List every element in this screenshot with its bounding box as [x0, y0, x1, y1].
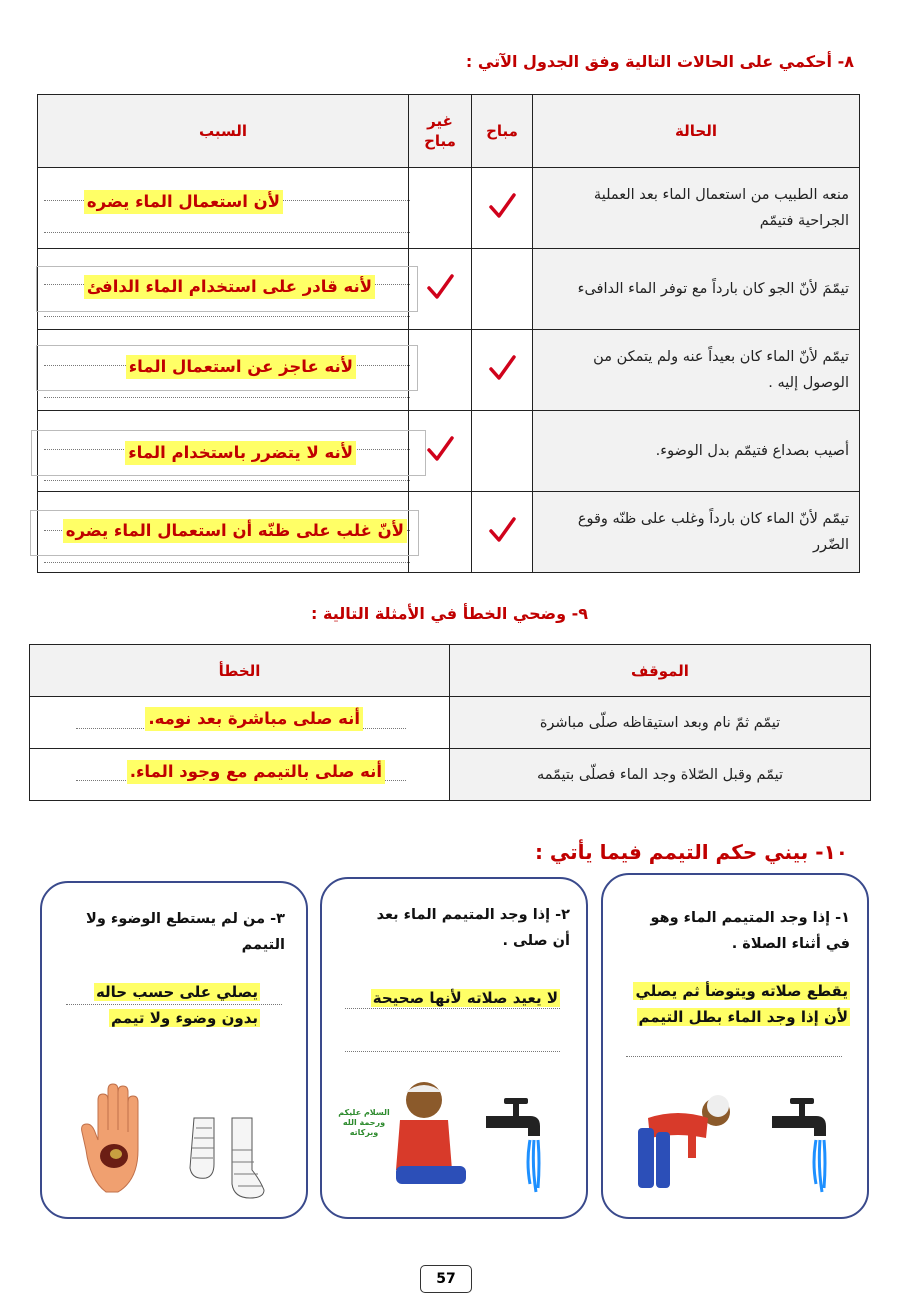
q8-case: منعه الطبيب من استعمال الماء بعد العملية الجراحية فتيمّم: [533, 168, 860, 249]
question-line: أن صلى .: [502, 933, 570, 949]
sitting-person-icon: [392, 1078, 470, 1196]
question-line: ٣- من لم يستطع الوضوء ولا: [86, 911, 285, 927]
q8-case: تيمّمَ لأنّ الجو كان بارداً مع توفر الماء الدافىء: [533, 249, 860, 330]
answer-line: يصلي على حسب حاله: [95, 983, 258, 1001]
greeting-sign-line: السلام عليكم: [338, 1108, 390, 1117]
question-line: في أثناء الصلاة .: [731, 936, 850, 952]
q8-header-not-allowed: [409, 95, 472, 168]
q9-situation: تيمّم وقبل الصّلاة وجد الماء فصلّى بتيمّمه: [450, 749, 871, 801]
answer-line: يقطع صلاته ويتوضأ ثم يصلي: [635, 982, 848, 1000]
q8-table: [37, 94, 860, 573]
question-line: التيمم: [241, 937, 285, 953]
q8-answer[interactable]: لأنّ غلب على ظنّه أن استعمال الماء يضره: [63, 519, 407, 543]
page-number: 57: [420, 1265, 472, 1293]
q10-card-3-question: [55, 906, 285, 958]
q8-allowed-cell[interactable]: [472, 492, 533, 573]
q8-answer[interactable]: لأنه لا يتضرر باستخدام الماء: [125, 441, 356, 465]
q8-case: تيمّم لأنّ الماء كان بعيداً عنه ولم يتمكن من الوصول إليه .: [533, 330, 860, 411]
answer-line: لأن إذا وجد الماء بطل التيمم: [638, 1008, 848, 1026]
q8-allowed-cell[interactable]: [472, 330, 533, 411]
greeting-sign: [336, 1108, 392, 1138]
bowing-person-icon: [628, 1088, 738, 1198]
q8-allowed-cell[interactable]: [472, 411, 533, 492]
q8-answer[interactable]: لأنه عاجز عن استعمال الماء: [126, 355, 356, 379]
answer-line: بدون وضوء ولا تيمم: [110, 1009, 258, 1027]
q8-allowed-cell[interactable]: [472, 168, 533, 249]
q9-title: ٩- وضحي الخطأ في الأمثلة التالية :: [311, 604, 588, 623]
q8-title: ٨- أحكمي على الحالات التالية وفق الجدول الآتي :: [465, 52, 854, 71]
greeting-sign-line: وبركاته: [349, 1128, 379, 1137]
q8-header-allowed: مباح: [472, 95, 533, 168]
question-line: ٢- إذا وجد المتيمم الماء بعد: [376, 907, 570, 923]
q8-case: أصيب بصداع فتيمّم بدل الوضوء.: [533, 411, 860, 492]
q8-header-not-allowed-line1: غير: [427, 112, 453, 130]
q8-answer[interactable]: لأن استعمال الماء يضره: [84, 190, 283, 214]
check-icon: [487, 515, 517, 545]
injured-hand-icon: [80, 1080, 152, 1200]
q9-header-error: الخطأ: [30, 645, 450, 697]
q8-header-case: الحالة: [533, 95, 860, 168]
question-line: ١- إذا وجد المتيمم الماء وهو: [650, 910, 850, 926]
q10-title: ١٠- بيني حكم التيمم فيما يأتي :: [534, 840, 848, 864]
q9-header-situation: الموقف: [450, 645, 871, 697]
q10-card-1-answer[interactable]: [610, 978, 850, 1030]
q8-not-allowed-cell[interactable]: [409, 168, 472, 249]
q8-answer[interactable]: لأنه قادر على استخدام الماء الدافئ: [84, 275, 375, 299]
faucet-icon: [486, 1092, 546, 1202]
check-icon: [487, 191, 517, 221]
q8-case: تيمّم لأنّ الماء كان بارداً وغلب على ظنّه وقوع الضّرر: [533, 492, 860, 573]
q8-header-reason: السبب: [38, 95, 409, 168]
q9-situation: تيمّم ثمّ نام وبعد استيقاظه صلّى مباشرة: [450, 697, 871, 749]
bandaged-feet-icon: [184, 1114, 266, 1202]
q9-answer[interactable]: أنه صلى بالتيمم مع وجود الماء.: [127, 760, 385, 784]
q10-card-3-answer[interactable]: [60, 979, 260, 1031]
q8-allowed-cell[interactable]: [472, 249, 533, 330]
q10-card-1-question: [610, 905, 850, 957]
check-icon: [425, 272, 455, 302]
greeting-sign-line: ورحمة الله: [342, 1118, 386, 1127]
q9-answer[interactable]: أنه صلى مباشرة بعد نومه.: [145, 707, 363, 731]
answer-line: لا يعيد صلاته لأنها صحيحة: [372, 989, 558, 1007]
faucet-icon: [772, 1092, 832, 1202]
check-icon: [487, 353, 517, 383]
q10-card-2-question: [340, 902, 570, 954]
q8-header-not-allowed-line2: مباح: [424, 132, 456, 150]
check-icon: [425, 434, 455, 464]
